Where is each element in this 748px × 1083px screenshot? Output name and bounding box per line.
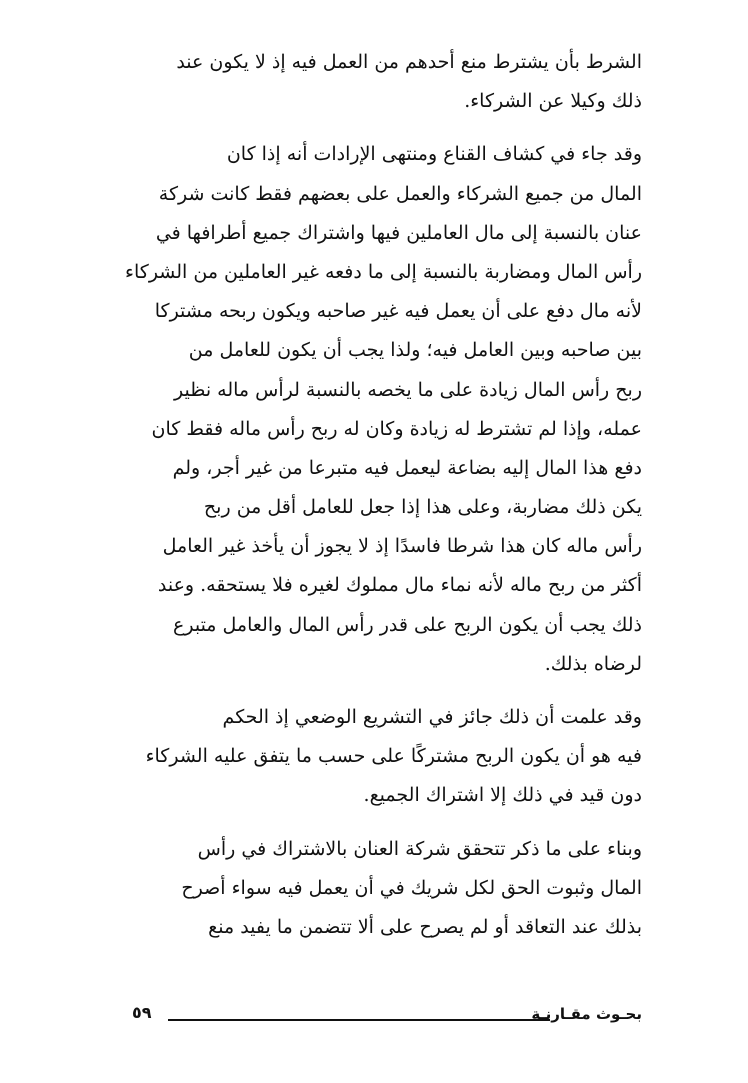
text-line: وقد علمت أن ذلك جائز في التشريع الوضعي إذ الحكم — [222, 706, 642, 728]
text-line: فيه هو أن يكون الربح مشتركًا على حسب ما يتفق عليه الشركاء — [145, 745, 642, 768]
text-line: المال وثبوت الحق لكل شريك في أن يعمل فيه سواء أصرح — [181, 876, 642, 899]
text-line: المال من جميع الشركاء والعمل على بعضهم فقط كانت شركة — [158, 182, 642, 205]
text-line: لأنه مال دفع على أن يعمل فيه غير صاحبه ويكون ربحه مشتركا — [154, 300, 642, 323]
paragraph-3 — [110, 698, 642, 816]
text-line: يكن ذلك مضاربة، وعلى هذا إذا جعل للعامل أقل من ربح — [203, 496, 642, 519]
text-line: دفع هذا المال إليه بضاعة ليعمل فيه متبرعا من غير أجر، ولم — [172, 456, 642, 479]
text-line: وقد جاء في كشاف القناع ومنتهى الإرادات أنه إذا كان — [226, 143, 642, 166]
text-line: رأس المال ومضاربة بالنسبة إلى ما دفعه غير العاملين من الشركاء — [125, 260, 642, 283]
text-line: أكثر من ربح ماله لأنه نماء مال مملوك لغيره فلا يستحقه. وعند — [157, 574, 642, 597]
text-line: ذلك وكيلا عن الشركاء. — [464, 90, 642, 113]
text-line: وبناء على ما ذكر تتحقق شركة العنان بالاشتراك في رأس — [197, 837, 642, 860]
text-line: بذلك عند التعاقد أو لم يصرح على ألا تتضمن ما يفيد منع — [208, 915, 642, 938]
text-line: الشرط بأن يشترط منع أحدهم من العمل فيه إذ لا يكون عند — [176, 51, 642, 73]
page-number: ٥٩ — [132, 1003, 152, 1022]
page-footer — [110, 1003, 642, 1033]
paragraph-1 — [110, 43, 642, 121]
text-line: رأس ماله كان هذا شرطا فاسدًا إذ لا يجوز أن يأخذ غير العامل — [162, 535, 642, 558]
body-text — [110, 43, 642, 947]
text-line: عمله، وإذا لم تشترط له زيادة وكان له ربح رأس ماله فقط كان — [151, 417, 642, 440]
text-line: دون قيد في ذلك إلا اشتراك الجميع. — [363, 784, 642, 807]
paragraph-2 — [110, 135, 642, 684]
footer-divider — [168, 1019, 550, 1021]
paragraph-4 — [110, 830, 642, 948]
text-line: ربح رأس المال زيادة على ما يخصه بالنسبة لرأس ماله نظير — [174, 378, 642, 401]
text-line: بين صاحبه وبين العامل فيه؛ ولذا يجب أن يكون للعامل من — [188, 339, 642, 362]
text-line: عنان بالنسبة إلى مال العاملين فيها واشتراك جميع أطرافها في — [155, 221, 642, 244]
text-line: لرضاه بذلك. — [544, 652, 642, 675]
running-footer-title: بحـوث مقـارنـة — [531, 1005, 642, 1023]
text-line: ذلك يجب أن يكون الربح على قدر رأس المال والعامل متبرع — [173, 613, 642, 636]
